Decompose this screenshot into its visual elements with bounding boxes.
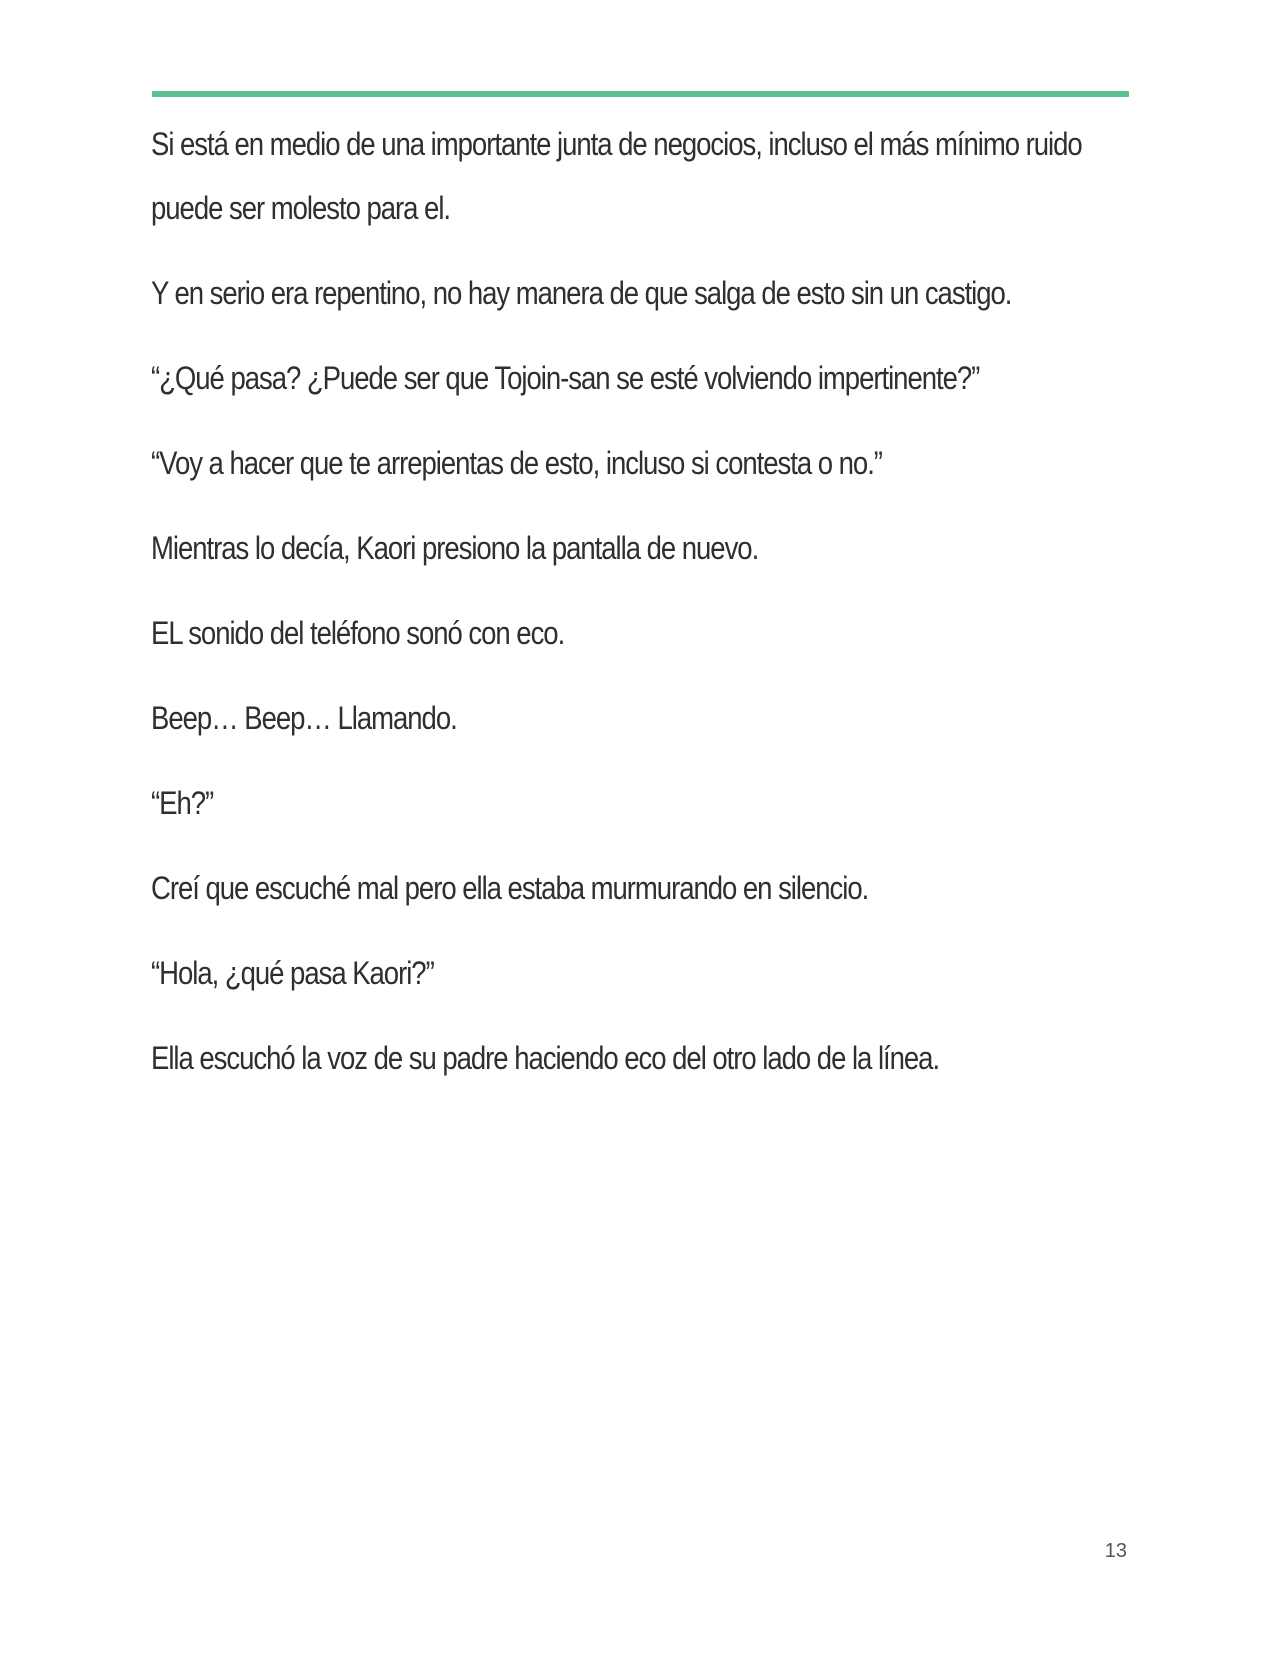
- paragraph-2: Y en serio era repentino, no hay manera de que salga de esto sin un castigo.: [151, 275, 1012, 311]
- paragraph-3: “¿Qué pasa? ¿Puede ser que Tojoin-san se esté volviendo impertinente?”: [151, 360, 980, 396]
- body-text: [151, 112, 1091, 1111]
- paragraph-7: Beep… Beep… Llamando.: [151, 700, 457, 736]
- paragraph-10: “Hola, ¿qué pasa Kaori?”: [151, 955, 434, 991]
- paragraph-11: Ella escuchó la voz de su padre haciendo eco del otro lado de la línea.: [151, 1040, 940, 1076]
- paragraph-4: “Voy a hacer que te arrepientas de esto, incluso si contesta o no.”: [151, 445, 882, 481]
- paragraph-1: Si está en medio de una importante junta de negocios, incluso el más mínimo ruido puede ser molesto para el.: [151, 126, 1082, 226]
- paragraph-5: Mientras lo decía, Kaori presiono la pantalla de nuevo.: [151, 530, 759, 566]
- paragraph-8: “Eh?”: [151, 785, 214, 821]
- paragraph-6: EL sonido del teléfono sonó con eco.: [151, 615, 565, 651]
- top-divider-rule: [152, 91, 1129, 97]
- paragraph-9: Creí que escuché mal pero ella estaba murmurando en silencio.: [151, 870, 869, 906]
- page-number: 13: [1104, 1540, 1127, 1562]
